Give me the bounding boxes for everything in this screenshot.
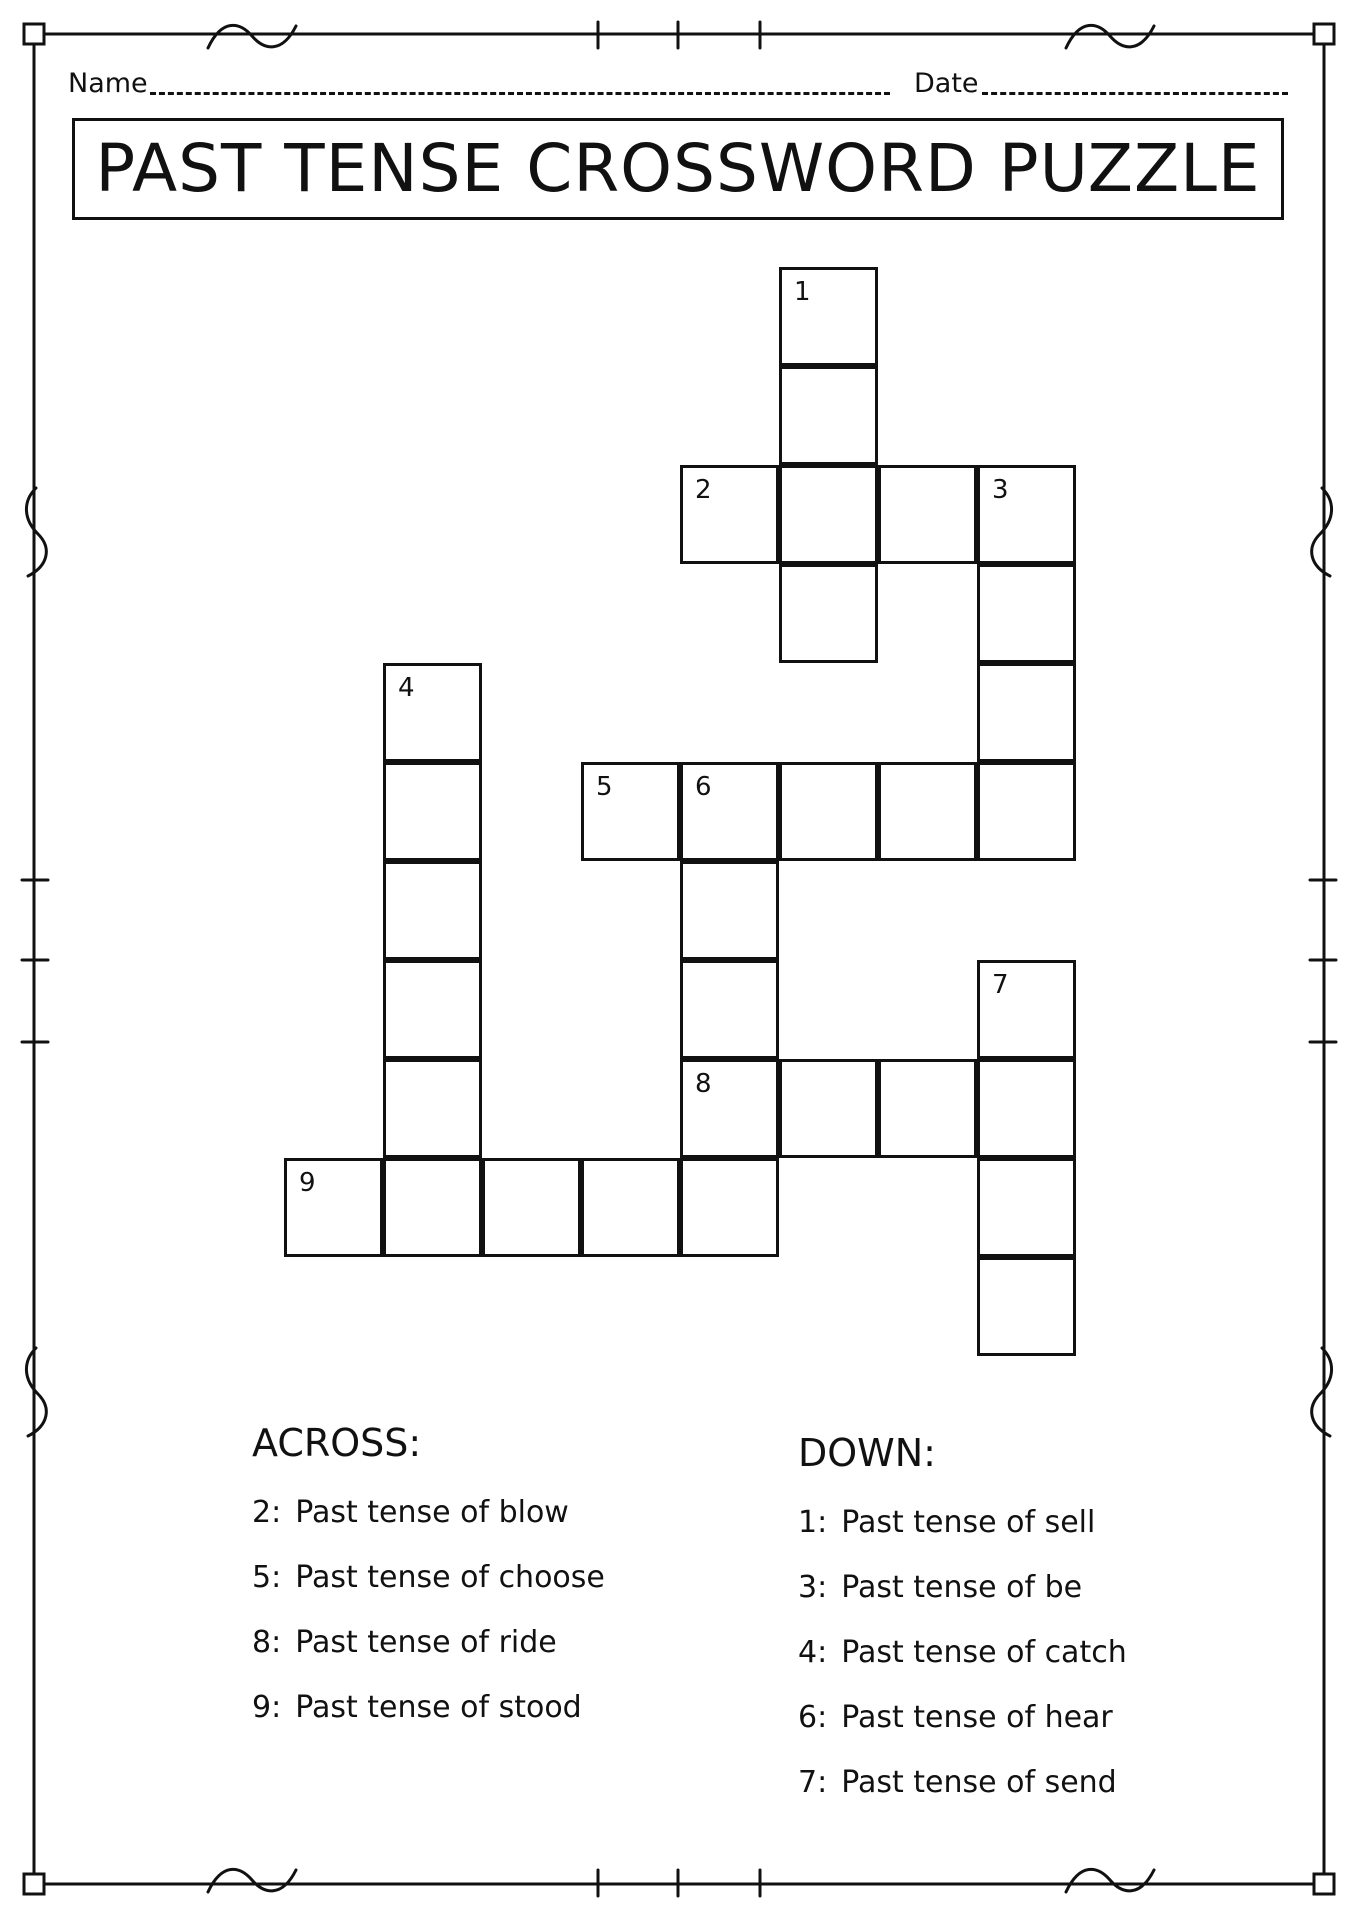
clue-label: 1: bbox=[798, 1505, 828, 1540]
crossword-cell[interactable] bbox=[680, 960, 779, 1059]
crossword-cell[interactable] bbox=[977, 663, 1076, 762]
clue-label: 2: bbox=[252, 1495, 282, 1530]
crossword-cell[interactable] bbox=[680, 465, 779, 564]
clue-label: 6: bbox=[798, 1700, 828, 1735]
clue-text: Past tense of send bbox=[841, 1765, 1117, 1800]
crossword-cell[interactable] bbox=[779, 366, 878, 465]
crossword-cell[interactable] bbox=[383, 762, 482, 861]
crossword-cell[interactable] bbox=[680, 1059, 779, 1158]
across-clue bbox=[252, 1495, 569, 1530]
clue-text: Past tense of choose bbox=[295, 1560, 605, 1595]
clue-number-4: 4 bbox=[398, 673, 415, 703]
crossword-cell[interactable] bbox=[383, 663, 482, 762]
down-clue bbox=[798, 1700, 1113, 1735]
clue-number-1: 1 bbox=[794, 277, 811, 307]
clue-number-6: 6 bbox=[695, 772, 712, 802]
title-box bbox=[72, 118, 1284, 220]
crossword-cell[interactable] bbox=[680, 1158, 779, 1257]
crossword-cell[interactable] bbox=[779, 267, 878, 366]
clue-text: Past tense of sell bbox=[841, 1505, 1096, 1540]
clue-number-3: 3 bbox=[992, 475, 1009, 505]
across-clue bbox=[252, 1560, 605, 1595]
crossword-cell[interactable] bbox=[977, 1158, 1076, 1257]
clue-label: 5: bbox=[252, 1560, 282, 1595]
clue-label: 3: bbox=[798, 1570, 828, 1605]
clue-label: 8: bbox=[252, 1625, 282, 1660]
clue-text: Past tense of hear bbox=[841, 1700, 1113, 1735]
clue-number-2: 2 bbox=[695, 475, 712, 505]
down-clue bbox=[798, 1635, 1127, 1670]
down-clue bbox=[798, 1765, 1117, 1800]
date-label: Date bbox=[914, 68, 979, 99]
crossword-cell[interactable] bbox=[284, 1158, 383, 1257]
clue-text: Past tense of blow bbox=[295, 1495, 569, 1530]
clue-label: 4: bbox=[798, 1635, 828, 1670]
clue-label: 9: bbox=[252, 1690, 282, 1725]
crossword-cell[interactable] bbox=[680, 861, 779, 960]
across-heading: ACROSS: bbox=[252, 1421, 422, 1465]
crossword-cell[interactable] bbox=[878, 465, 977, 564]
crossword-cell[interactable] bbox=[581, 762, 680, 861]
crossword-cell[interactable] bbox=[779, 1059, 878, 1158]
crossword-cell[interactable] bbox=[581, 1158, 680, 1257]
clue-number-5: 5 bbox=[596, 772, 613, 802]
clue-number-9: 9 bbox=[299, 1168, 316, 1198]
page-title: PAST TENSE CROSSWORD PUZZLE bbox=[95, 130, 1261, 207]
crossword-cell[interactable] bbox=[383, 960, 482, 1059]
crossword-cell[interactable] bbox=[779, 762, 878, 861]
crossword-cell[interactable] bbox=[977, 465, 1076, 564]
crossword-cell[interactable] bbox=[779, 564, 878, 663]
across-clue bbox=[252, 1625, 557, 1660]
clue-text: Past tense of catch bbox=[841, 1635, 1127, 1670]
crossword-cell[interactable] bbox=[383, 1059, 482, 1158]
crossword-cell[interactable] bbox=[977, 1059, 1076, 1158]
name-label: Name bbox=[68, 68, 148, 99]
crossword-cell[interactable] bbox=[977, 762, 1076, 861]
crossword-cell[interactable] bbox=[977, 960, 1076, 1059]
crossword-cell[interactable] bbox=[383, 861, 482, 960]
crossword-cell[interactable] bbox=[878, 762, 977, 861]
down-heading: DOWN: bbox=[798, 1431, 936, 1475]
crossword-cell[interactable] bbox=[482, 1158, 581, 1257]
crossword-cell[interactable] bbox=[977, 564, 1076, 663]
clue-number-7: 7 bbox=[992, 970, 1009, 1000]
clue-text: Past tense of stood bbox=[295, 1690, 582, 1725]
date-field[interactable] bbox=[982, 92, 1288, 95]
crossword-cell[interactable] bbox=[977, 1257, 1076, 1356]
clue-label: 7: bbox=[798, 1765, 828, 1800]
crossword-cell[interactable] bbox=[383, 1158, 482, 1257]
clue-text: Past tense of ride bbox=[295, 1625, 557, 1660]
clue-number-8: 8 bbox=[695, 1069, 712, 1099]
down-clue bbox=[798, 1570, 1083, 1605]
crossword-cell[interactable] bbox=[779, 465, 878, 564]
down-clue bbox=[798, 1505, 1096, 1540]
across-clue bbox=[252, 1690, 582, 1725]
crossword-cell[interactable] bbox=[878, 1059, 977, 1158]
crossword-cell[interactable] bbox=[680, 762, 779, 861]
clue-text: Past tense of be bbox=[841, 1570, 1083, 1605]
name-field[interactable] bbox=[150, 92, 890, 95]
